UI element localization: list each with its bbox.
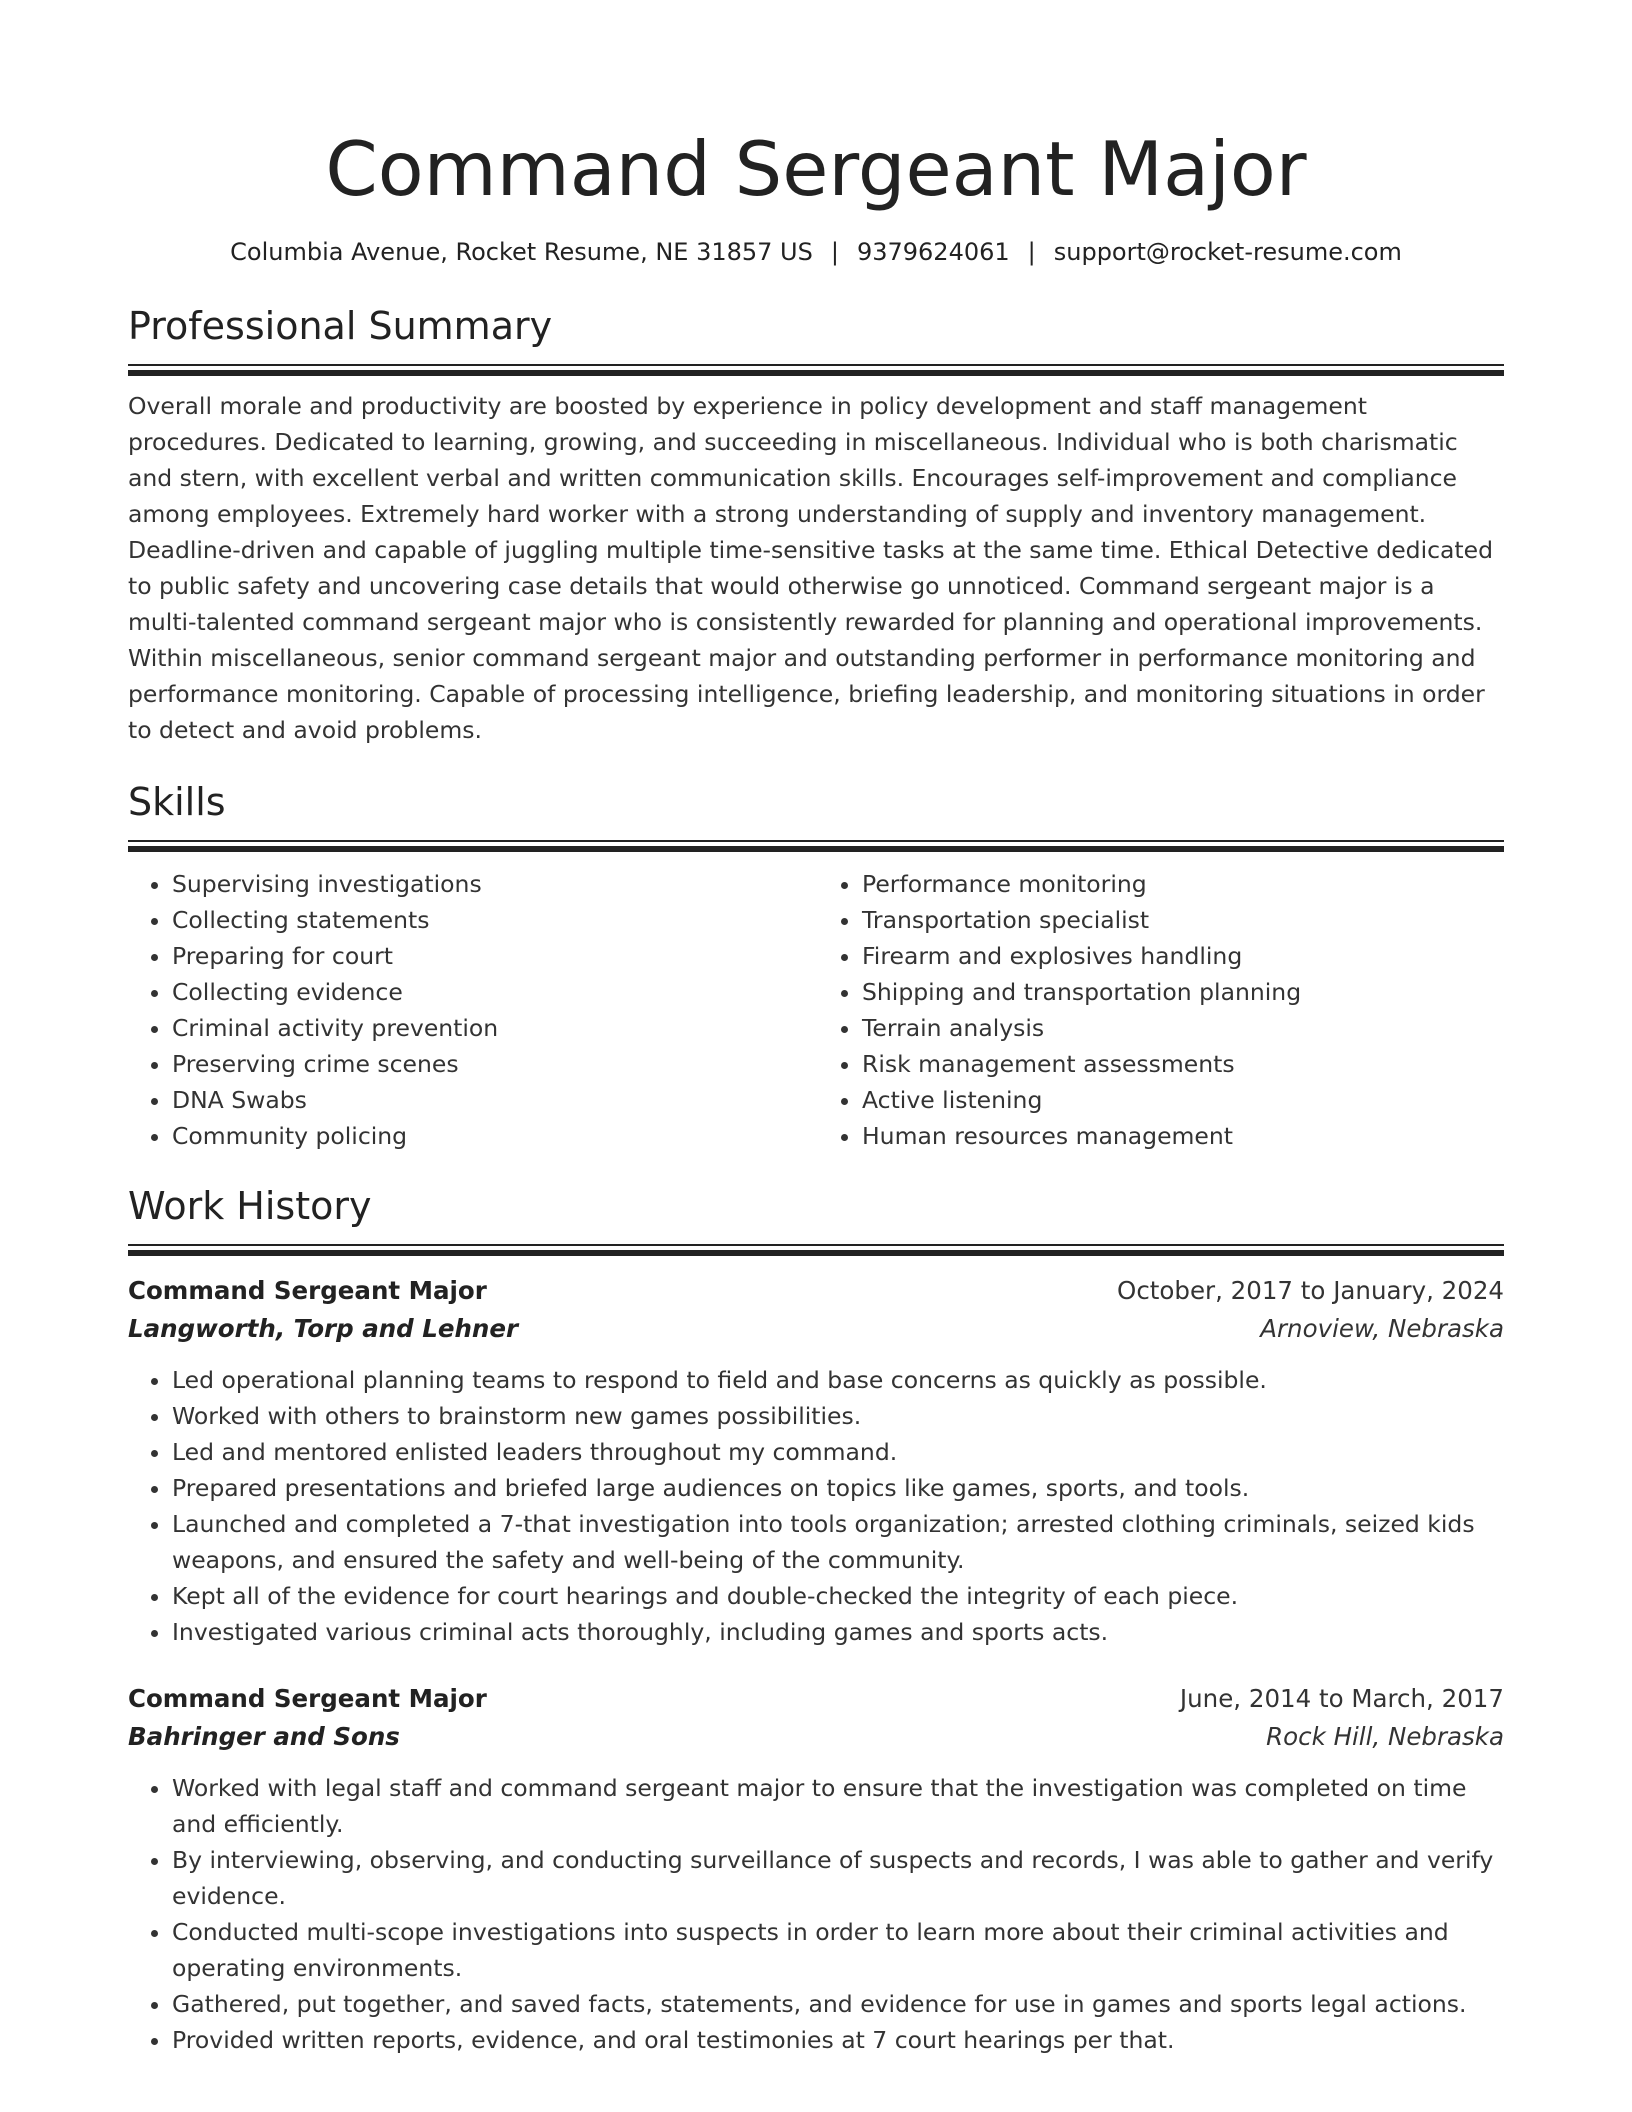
contact-address: Columbia Avenue, Rocket Resume, NE 31857 US — [230, 238, 813, 266]
skills-heading: Skills — [128, 780, 226, 824]
skill-item: • Community policing — [172, 1118, 812, 1154]
job-bullet: • Prepared presentations and briefed large audiences on topics like games, sports, and tools. — [172, 1470, 1504, 1506]
job-title: Command Sergeant Major — [128, 1276, 487, 1305]
skills-section — [128, 778, 1504, 1154]
job-dates: October, 2017 to January, 2024 — [1117, 1276, 1504, 1305]
job-bullet: • Gathered, put together, and saved facts, statements, and evidence for use in games and sports legal actions. — [172, 1986, 1504, 2022]
skill-item: • Preparing for court — [172, 938, 812, 974]
skill-item: • Collecting statements — [172, 902, 812, 938]
skill-item: • Risk management assessments — [862, 1046, 1502, 1082]
skill-item: • DNA Swabs — [172, 1082, 812, 1118]
job-dates: June, 2014 to March, 2017 — [1179, 1684, 1504, 1713]
summary-heading: Professional Summary — [128, 304, 553, 348]
summary-section — [128, 302, 1504, 748]
skill-item: • Human resources management — [862, 1118, 1502, 1154]
contact-phone: 9379624061 — [856, 238, 1010, 266]
contact-email: support@rocket-resume.com — [1053, 238, 1402, 266]
job-entry — [128, 1272, 1504, 1650]
job-company: Bahringer and Sons — [128, 1722, 400, 1751]
job-company: Langworth, Torp and Lehner — [128, 1314, 519, 1343]
job-bullet: • Worked with others to brainstorm new games possibilities. — [172, 1398, 1504, 1434]
resume-page — [128, 0, 1504, 2058]
section-divider — [128, 364, 1504, 376]
job-bullet: • Kept all of the evidence for court hearings and double-checked the integrity of each piece. — [172, 1578, 1504, 1614]
job-bullet: • Worked with legal staff and command sergeant major to ensure that the investigation was completed on time and efficiently. — [172, 1770, 1504, 1842]
summary-text: Overall morale and productivity are boosted by experience in policy development and staff management procedures. Dedicated to learning, growing, and succeeding in miscellaneous. Individual who is both charismatic and stern, with excellent verbal and written communication skills. Encourages self-improvement and compliance among employees. Extremely hard worker with a strong understanding of supply and inventory management. Deadline-driven and capable of juggling multiple time-sensitive tasks at the same time. Ethical Detective dedicated to public safety and uncovering case details that would otherwise go unnoticed. Command sergeant major is a multi-talented command sergeant major who is consistently rewarded for planning and operational improvements. Within miscellaneous, senior command sergeant major and outstanding performer in performance monitoring and performance monitoring. Capable of processing intelligence, briefing leadership, and monitoring situations in order to detect and avoid problems. — [128, 392, 1494, 744]
job-bullet: • Investigated various criminal acts thoroughly, including games and sports acts. — [172, 1614, 1504, 1650]
skill-item: • Shipping and transportation planning — [862, 974, 1502, 1010]
contact-line — [128, 236, 1504, 268]
section-divider — [128, 840, 1504, 852]
job-bullet: • Conducted multi-scope investigations into suspects in order to learn more about their criminal activities and operating environments. — [172, 1914, 1504, 1986]
skill-item: • Transportation specialist — [862, 902, 1502, 938]
skill-item: • Criminal activity prevention — [172, 1010, 812, 1046]
contact-separator: | — [830, 238, 839, 266]
candidate-name: Command Sergeant Major — [325, 125, 1307, 213]
job-bullets — [128, 1362, 1504, 1650]
skill-item: • Firearm and explosives handling — [862, 938, 1502, 974]
work-history-heading: Work History — [128, 1184, 372, 1228]
skills-list-left — [128, 866, 812, 1154]
job-entry — [128, 1680, 1504, 2058]
job-location: Rock Hill, Nebraska — [1266, 1722, 1504, 1751]
work-history-section — [128, 1182, 1504, 2058]
job-header-row — [128, 1680, 1504, 1718]
skill-item: • Active listening — [862, 1082, 1502, 1118]
skill-item: • Performance monitoring — [862, 866, 1502, 902]
job-bullet: • Launched and completed a 7-that investigation into tools organization; arrested clothing criminals, seized kids weapons, and ensured the safety and well-being of the community. — [172, 1506, 1504, 1578]
skill-item: • Supervising investigations — [172, 866, 812, 902]
job-header-row — [128, 1272, 1504, 1310]
job-location: Arnoview, Nebraska — [1260, 1314, 1504, 1343]
job-bullet: • Led operational planning teams to respond to field and base concerns as quickly as possible. — [172, 1362, 1504, 1398]
contact-separator: | — [1027, 238, 1036, 266]
job-title: Command Sergeant Major — [128, 1684, 487, 1713]
skill-item: • Terrain analysis — [862, 1010, 1502, 1046]
job-employer-row — [128, 1718, 1504, 1756]
skills-list-right — [812, 866, 1502, 1154]
skill-item: • Preserving crime scenes — [172, 1046, 812, 1082]
job-bullets — [128, 1770, 1504, 2058]
job-bullet: • By interviewing, observing, and conducting surveillance of suspects and records, I was able to gather and verify evidence. — [172, 1842, 1504, 1914]
job-bullet: • Provided written reports, evidence, and oral testimonies at 7 court hearings per that. — [172, 2022, 1504, 2058]
skills-columns — [128, 866, 1504, 1154]
job-employer-row — [128, 1310, 1504, 1348]
skill-item: • Collecting evidence — [172, 974, 812, 1010]
job-bullet: • Led and mentored enlisted leaders throughout my command. — [172, 1434, 1504, 1470]
section-divider — [128, 1244, 1504, 1256]
